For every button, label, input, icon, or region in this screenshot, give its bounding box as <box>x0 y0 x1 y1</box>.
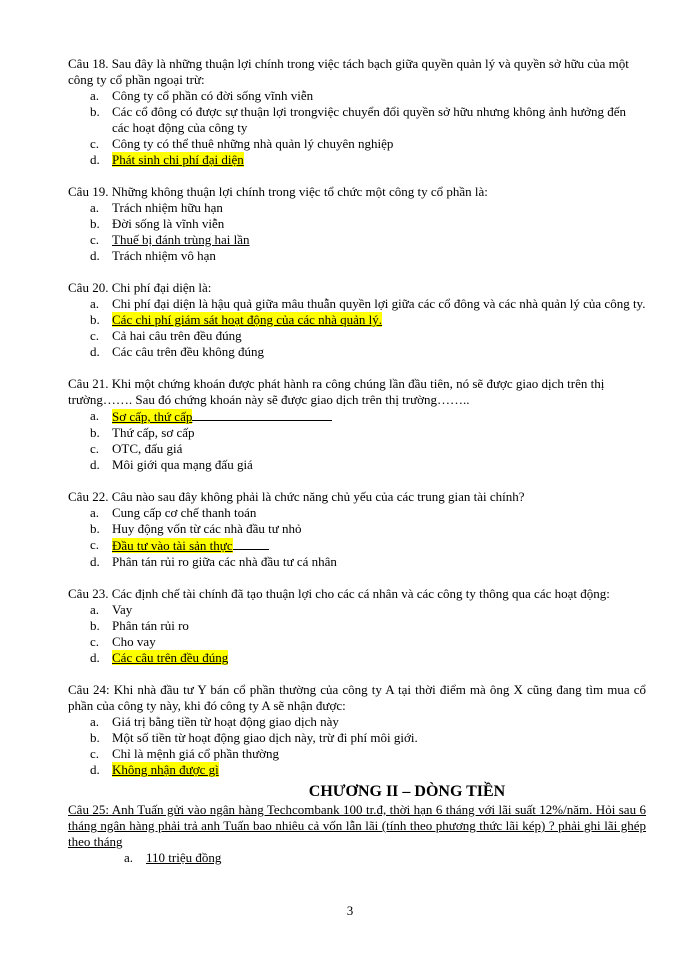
option-d: d. Môi giới qua mạng đấu giá <box>90 457 253 472</box>
question-22 <box>68 489 646 570</box>
question-23 <box>68 586 646 666</box>
option-d: d. Phân tán rủi ro giữa các nhà đầu tư cá nhân <box>90 554 337 569</box>
question-text: Câu 24: Khi nhà đầu tư Y bán cổ phần thường của công ty A tại thời điểm mà ông X cũng đang tìm mua cổ phần của công ty này, khi đó công ty A sẽ nhận được: <box>68 682 646 713</box>
highlighted-answer: Các câu trên đều đúng <box>112 650 229 665</box>
question-19 <box>68 184 646 264</box>
option-b: b. Một số tiền từ hoạt động giao dịch này, trừ đi phí môi giới. <box>90 730 418 745</box>
option-list <box>68 602 646 666</box>
highlighted-answer: Đầu tư vào tài sản thực <box>112 538 233 553</box>
option-list <box>68 505 646 570</box>
option-text: 110 triệu đồng <box>146 850 222 865</box>
page-number: 3 <box>346 903 354 918</box>
option-a: a. Vay <box>90 602 133 617</box>
blank-line <box>233 537 269 550</box>
option-d: d. Các câu trên đều không đúng <box>90 344 264 359</box>
option-d-answer: d. Các câu trên đều đúng <box>90 650 229 665</box>
option-a: a. Cung cấp cơ chế thanh toán <box>90 505 257 520</box>
question-text: Câu 20. Chi phí đại diện là: <box>68 280 212 295</box>
blank-line <box>192 408 332 421</box>
option-b: b. Huy động vốn từ các nhà đầu tư nhỏ <box>90 521 302 536</box>
question-text: Câu 18. Sau đây là những thuận lợi chính trong việc tách bạch giữa quyền quản lý và quyền sở hữu của một công ty cổ phần ngoại trừ: <box>68 56 629 87</box>
option-list <box>68 850 646 866</box>
question-24 <box>68 682 646 778</box>
question-text: Câu 23. Các định chế tài chính đã tạo thuận lợi cho các cá nhân và các công ty thông qua các hoạt động: <box>68 586 610 601</box>
chapter-heading: CHƯƠNG II – DÒNG TIỀN <box>308 783 506 800</box>
option-list <box>68 408 646 473</box>
option-c: c. Cho vay <box>90 634 156 649</box>
option-list <box>68 714 646 778</box>
question-21 <box>68 376 646 473</box>
option-b-answer: b. Các chi phí giám sát hoạt động của các nhà quản lý. <box>90 312 383 327</box>
highlighted-answer: Sơ cấp, thứ cấp <box>112 409 193 424</box>
underlined-answer: Thuế bị đánh trùng hai lần <box>112 232 250 247</box>
option-b: b. Thứ cấp, sơ cấp <box>90 425 195 440</box>
option-list <box>68 296 646 360</box>
question-text: Câu 19. Những không thuận lợi chính trong việc tổ chức một công ty cổ phần là: <box>68 184 488 199</box>
option-c-answer: c. Đầu tư vào tài sản thực <box>90 537 646 554</box>
option-list <box>68 88 646 168</box>
option-b: b. Phân tán rủi ro <box>90 618 189 633</box>
option-c: c. Công ty có thể thuê những nhà quản lý chuyên nghiệp <box>90 136 394 151</box>
option-b: b. Các cổ đông có được sự thuận lợi trongviệc chuyển đổi quyền sở hữu nhưng không ảnh hưởng đến các hoạt động của công ty <box>90 104 627 135</box>
document-body <box>68 56 646 866</box>
highlighted-answer: Không nhận được gì <box>112 762 219 777</box>
highlighted-answer: Các chi phí giám sát hoạt động của các nhà quản lý. <box>112 312 383 327</box>
option-d-answer: d. Không nhận được gì <box>90 762 219 777</box>
option-c: c. OTC, đấu giá <box>90 441 183 456</box>
question-25 <box>68 802 646 866</box>
question-text: Câu 25: Anh Tuấn gửi vào ngân hàng Techcombank 100 tr.đ, thời hạn 6 tháng với lãi suất 12%/năm. Hỏi sau 6 tháng ngân hàng phải trả anh Tuấn bao nhiêu cả vốn lẫn lãi (tính theo phương thức lãi kép) ? phải ghi lãi ghép theo tháng <box>68 802 646 849</box>
option-a: a. Trách nhiệm hữu hạn <box>90 200 223 215</box>
option-a: a. Giá trị bằng tiền từ hoạt động giao dịch này <box>90 714 339 729</box>
option-a: a. Chi phí đại diện là hậu quả giữa mâu thuẫn quyền lợi giữa các cổ đông và các nhà quản lý của công ty. <box>90 296 646 311</box>
option-c: c. Cả hai câu trên đều đúng <box>90 328 242 343</box>
option-a: a. 110 triệu đồng <box>124 850 222 865</box>
option-a-answer: a. Sơ cấp, thứ cấp <box>90 408 646 425</box>
question-text: Câu 21. Khi một chứng khoán được phát hành ra công chúng lần đầu tiên, nó sẽ được giao dịch trên thị trường……. Sau đó chứng khoán này sẽ được giao dịch trên thị trường…….. <box>68 376 605 407</box>
option-d-answer: d. Phát sinh chi phí đại diện <box>90 152 244 167</box>
option-a: a. Công ty cổ phần có đời sống vĩnh viễn <box>90 88 314 103</box>
question-20 <box>68 280 646 360</box>
option-b: b. Đời sống là vĩnh viễn <box>90 216 225 231</box>
option-d: d. Trách nhiệm vô hạn <box>90 248 216 263</box>
option-c: c. Chỉ là mệnh giá cổ phần thường <box>90 746 280 761</box>
question-text: Câu 22. Câu nào sau đây không phải là chức năng chủ yếu của các trung gian tài chính? <box>68 489 525 504</box>
highlighted-answer: Phát sinh chi phí đại diện <box>112 152 244 167</box>
option-list <box>68 200 646 264</box>
option-c-answer: c. Thuế bị đánh trùng hai lần <box>90 232 250 247</box>
question-18 <box>68 56 646 168</box>
